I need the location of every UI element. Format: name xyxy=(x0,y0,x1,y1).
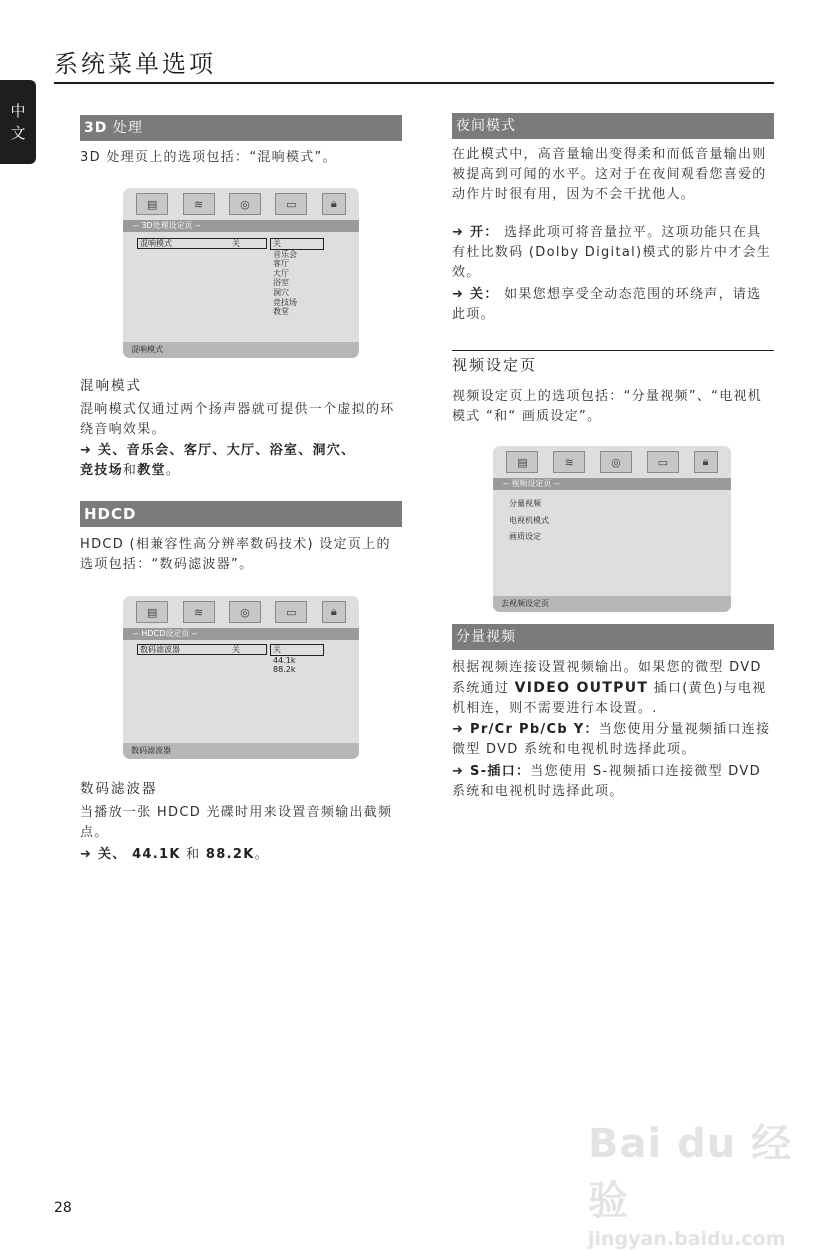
menu-header: -- HDCD设定页 -- xyxy=(123,628,359,640)
menu-option: 洞穴 xyxy=(273,287,289,297)
hdcd-intro: HDCD (相兼容性高分辨率数码技术) 设定页上的选项包括：“数码滤波器”。 xyxy=(80,537,391,572)
menu-footer: 数码滤波器 xyxy=(123,743,359,759)
reverb-heading: 混响模式 xyxy=(80,378,142,394)
menu-row-value: 关 xyxy=(232,645,240,654)
screen-icon: ▭ xyxy=(275,193,307,215)
menu-option: 44.1k xyxy=(273,655,296,665)
component-video-desc xyxy=(452,658,774,719)
speaker-icon: ▤ xyxy=(506,451,538,473)
night-mode-off xyxy=(452,285,774,325)
menu-item-tv-mode: 电视机模式 xyxy=(509,515,549,525)
section-bar-component-video: 分量视频 xyxy=(452,624,774,650)
menu-row-digital-filter xyxy=(137,644,267,655)
language-tab-char-1: 中 xyxy=(10,102,26,120)
video-setup-heading: 视频设定页 xyxy=(452,356,538,374)
reverb-option-arena: 竞技场 xyxy=(80,463,123,478)
menu-footer: 混响模式 xyxy=(123,342,359,358)
component-opt1-label: Pr/Cr Pb/Cb Y： xyxy=(470,722,599,737)
hdcd-menu-screen xyxy=(123,596,359,759)
menu-row-label: 混响模式 xyxy=(140,239,172,248)
filter-option-882: 88.2K xyxy=(205,847,255,862)
digital-filter-options xyxy=(80,845,402,865)
language-tab xyxy=(0,80,36,164)
3d-intro: 3D 处理页上的选项包括：“混响模式”。 xyxy=(80,150,337,165)
section-bar-night-mode: 夜间模式 xyxy=(452,113,774,139)
section-bar-hdcd: HDCD xyxy=(80,501,402,527)
language-tab-char-2: 文 xyxy=(10,124,26,142)
screen-icon: ▭ xyxy=(275,601,307,623)
filter-option-off: 关、 xyxy=(98,847,127,862)
menu-option: 教堂 xyxy=(273,307,289,317)
arrow-icon: ➜ xyxy=(80,443,99,458)
component-option-s xyxy=(452,762,774,802)
filter-period: 。 xyxy=(254,847,269,862)
filter-option-441: 44.1K xyxy=(132,847,181,862)
sound-wave-icon: ≋ xyxy=(553,451,585,473)
menu-body xyxy=(123,232,359,358)
menu-option: 竞技场 xyxy=(273,297,297,307)
digital-filter-desc: 当播放一张 HDCD 光碟时用来设置音频输出截频点。 xyxy=(80,805,393,840)
menu-body xyxy=(123,640,359,759)
component-desc-bold: VIDEO OUTPUT xyxy=(514,680,649,696)
component-opt1-text: 当您使用分量视频插口连接微型 DVD 系统和电视机时选择此项。 xyxy=(452,722,771,757)
menu-icon-row xyxy=(123,188,359,220)
page-number: 28 xyxy=(54,1200,72,1216)
menu-option-list xyxy=(270,644,324,675)
menu-option-selected: 关 xyxy=(270,238,324,250)
reverb-desc: 混响模式仅通过两个扬声器就可提供一个虚拟的环绕音响效果。 xyxy=(80,402,395,437)
night-off-text: 如果您想享受全动态范围的环绕声，请选此项。 xyxy=(452,287,762,322)
page-title: 系统菜单选项 xyxy=(54,50,216,78)
sound-wave-icon: ≋ xyxy=(183,193,215,215)
sound-wave-icon: ≋ xyxy=(183,601,215,623)
menu-header: -- 视频设定页 -- xyxy=(493,478,731,490)
disc-icon: ◎ xyxy=(229,601,261,623)
video-menu-screen xyxy=(493,446,731,612)
component-desc-b: 插口(黄色)与电视机相连，则不需要进行本设置。. xyxy=(452,681,767,716)
menu-option: 大厅 xyxy=(273,268,289,278)
lock-icon: 🔒︎ xyxy=(322,193,346,215)
disc-icon: ◎ xyxy=(600,451,632,473)
component-opt2-text: 当您使用 S-视频插口连接微型 DVD 系统和电视机时选择此项。 xyxy=(452,764,761,799)
disc-icon: ◎ xyxy=(229,193,261,215)
component-desc-a: 根据视频连接设置视频输出。如果您的微型 DVD 系统通过 xyxy=(452,660,762,696)
menu-option: 音乐会 xyxy=(273,249,297,259)
menu-option: 浴室 xyxy=(273,278,289,288)
arrow-icon: ➜ xyxy=(452,764,471,779)
arrow-icon: ➜ xyxy=(80,847,99,862)
menu-item-component-video: 分量视频 xyxy=(509,499,541,508)
arrow-icon: ➜ xyxy=(452,722,471,737)
arrow-icon: ➜ xyxy=(452,287,471,302)
section-bar-3d-bold: 3D xyxy=(84,120,108,136)
reverb-options-line1: 关、音乐会、客厅、大厅、浴室、洞穴、 xyxy=(98,443,356,458)
3d-menu-screen xyxy=(123,188,359,358)
menu-header: -- 3D处理设定页 -- xyxy=(123,220,359,232)
menu-option: 88.2k xyxy=(273,665,296,675)
menu-row-value: 关 xyxy=(232,239,240,248)
night-mode-desc: 在此模式中，高音量输出变得柔和而低音量输出则被提高到可闻的水平。这对于在夜间观看您喜爱的动作片时很有用，因为不会干扰他人。 xyxy=(452,147,767,202)
lock-icon: 🔒︎ xyxy=(322,601,346,623)
component-option-pr xyxy=(452,720,774,760)
section-bar-3d-text: 处理 xyxy=(107,120,143,136)
speaker-icon: ▤ xyxy=(136,193,168,215)
menu-item-picture-setting: 画质设定 xyxy=(509,532,541,541)
reverb-and: 和 xyxy=(122,463,138,478)
section-rule xyxy=(452,350,774,351)
menu-row-reverb xyxy=(137,238,267,249)
digital-filter-heading: 数码滤波器 xyxy=(80,781,158,797)
menu-option-list xyxy=(270,238,324,317)
menu-icon-row xyxy=(493,446,731,478)
component-opt2-label: S-插口： xyxy=(470,764,531,779)
reverb-option-church: 教堂 xyxy=(137,463,166,478)
night-on-text: 选择此项可将音量拉平。这项功能只在具有杜比数码 (Dolby Digital)模式的影片中才会生效。 xyxy=(452,225,772,280)
lock-icon: 🔒︎ xyxy=(694,451,718,473)
arrow-icon: ➜ xyxy=(452,225,471,240)
menu-row-label: 数码滤波器 xyxy=(140,645,180,654)
filter-and: 和 xyxy=(186,847,201,862)
reverb-options xyxy=(80,441,402,481)
baidu-watermark xyxy=(588,1112,827,1250)
night-mode-on xyxy=(452,223,774,283)
night-off-label: 关： xyxy=(470,287,499,302)
reverb-period: 。 xyxy=(165,463,181,478)
watermark-brand: Bai du 经验 xyxy=(588,1121,793,1224)
menu-body xyxy=(493,490,731,612)
menu-option: 客厅 xyxy=(273,259,289,269)
video-setup-intro: 视频设定页上的选项包括：“分量视频”、“电视机模式 “和“ 画质设定”。 xyxy=(452,389,763,424)
watermark-url: jingyan.baidu.com xyxy=(588,1228,786,1250)
menu-icon-row xyxy=(123,596,359,628)
title-rule xyxy=(54,82,774,84)
speaker-icon: ▤ xyxy=(136,601,168,623)
menu-option-selected: 关 xyxy=(270,644,324,656)
section-bar-3d xyxy=(80,115,402,141)
menu-footer: 去视频设定页 xyxy=(493,596,731,612)
night-on-label: 开： xyxy=(470,225,499,240)
screen-icon: ▭ xyxy=(647,451,679,473)
